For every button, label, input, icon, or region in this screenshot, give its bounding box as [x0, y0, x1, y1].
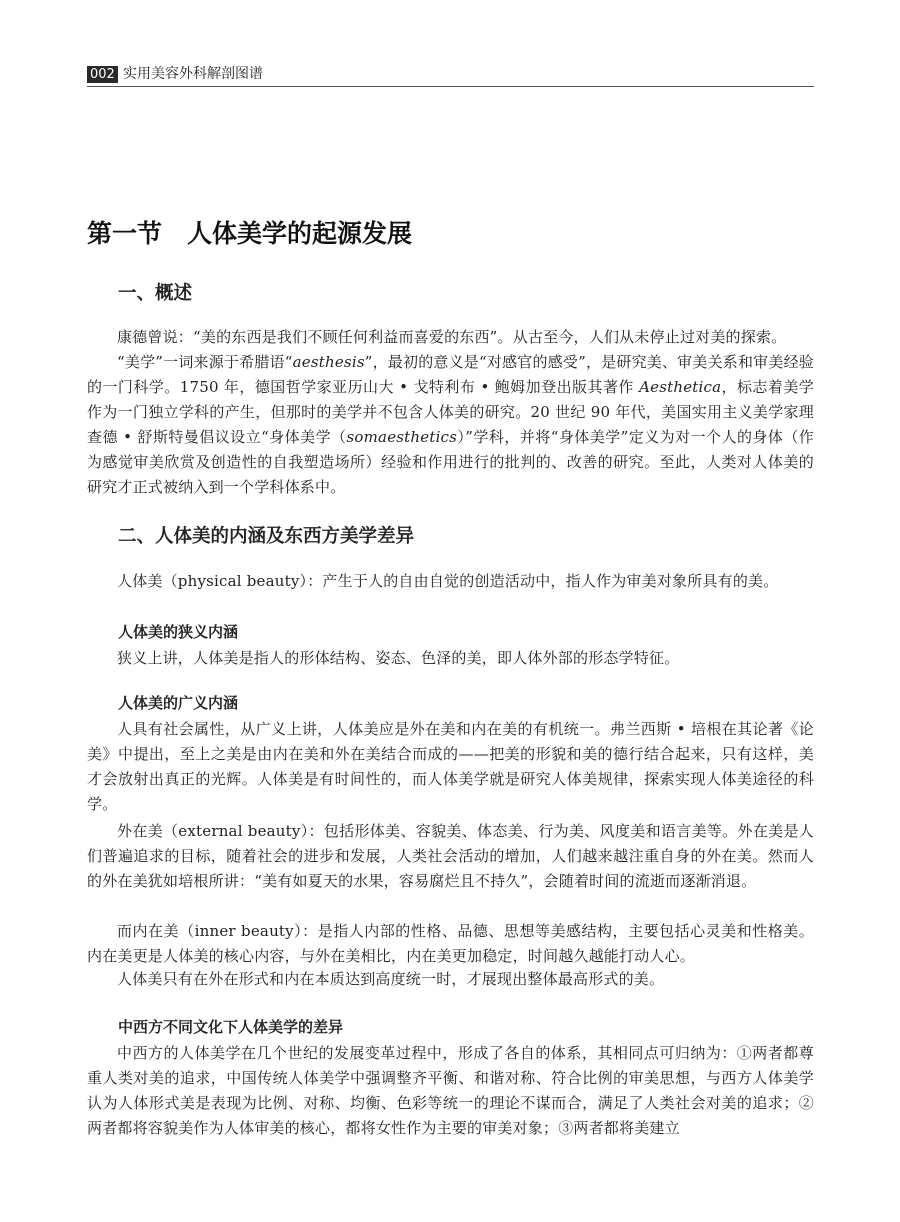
running-header	[87, 64, 814, 87]
external-beauty-paragraph: 外在美（external beauty）：包括形体美、容貌美、体态美、行为美、风度美和语言美等。外在美是人们普遍追求的目标，随着社会的进步和发展，人类社会活动的增加，人们越来越注重自身的外在美。然而人的外在美犹如培根所讲：“美有如夏天的水果，容易腐烂且不持久”，会随着时间的流逝而逐渐消退。	[87, 822, 814, 890]
broad-meaning-heading: 人体美的广义内涵	[118, 694, 239, 712]
unity-paragraph: 人体美只有在外在形式和内在本质达到高度统一时，才展现出整体最高形式的美。	[117, 970, 665, 988]
cultural-difference-heading: 中西方不同文化下人体美学的差异	[118, 1018, 344, 1036]
page-number: 002	[87, 66, 118, 83]
aesthetics-origin-paragraph	[87, 350, 814, 500]
text-run: ，标志着美学作为一门独立学科的产生，但那时的美学并不包含人体美的研究。20 世纪 90 年代，美国实用主义美学家理查德 • 舒斯特曼倡议设立“身体美学（	[87, 378, 815, 446]
cultural-difference-paragraph: 中西方的人体美学在几个世纪的发展变革过程中，形成了各自的体系，其相同点可归纳为：①两者都尊重人类对美的追求，中国传统人体美学中强调整齐平衡、和谐对称、符合比例的审美思想，与西方人体美学认为人体形式美是表现为比例、对称、均衡、色彩等统一的理论不谋而合，满足了人类社会对美的追求；②两者都将容貌美作为人体审美的核心，都将女性作为主要的审美对象；③两者都将美建立	[87, 1044, 814, 1137]
narrow-meaning-paragraph: 狭义上讲，人体美是指人的形体结构、姿态、色泽的美，即人体外部的形态学特征。	[117, 649, 680, 667]
term-somaesthetics: somaesthetics	[346, 428, 458, 446]
broad-meaning-paragraph: 人具有社会属性，从广义上讲，人体美应是外在美和内在美的有机统一。弗兰西斯 • 培根在其论著《论美》中提出，至上之美是由内在美和外在美结合而成的——把美的形貌和美的德行结合起来，只有这样，美才会放射出真正的光辉。人体美是有时间性的，而人体美学就是研究人体美规律，探索实现人体美途径的科学。	[87, 720, 814, 813]
inner-beauty-paragraph: 而内在美（inner beauty）：是指人内部的性格、品德、思想等美感结构，主要包括心灵美和性格美。内在美更是人体美的核心内容，与外在美相比，内在美更加稳定，时间越久越能打动人心。	[87, 922, 814, 965]
text-run: ”，最初的意义是“对感官的感受”，是研究美、审美关系和审美经验的一门科学。1750 年，德国哲学家亚历山大 • 戈特利布 • 鲍姆加登出版其著作	[87, 353, 814, 396]
physical-beauty-heading: 二、人体美的内涵及东西方美学差异	[118, 526, 415, 547]
term-aesthetica: Aesthetica	[639, 378, 722, 396]
text-run: ）”学科，并将“身体美学”定义为对一个人的身体（作为感觉审美欣赏及创造性的自我塑造场所）经验和作用进行的批判的、改善的研究。至此，人类对人体美的研究才正式被纳入到一个学科体系中。	[87, 428, 815, 496]
text-run: “美学”一词来源于希腊语“	[117, 353, 293, 371]
physical-beauty-definition: 人体美（physical beauty）：产生于人的自由自觉的创造活动中，指人作为审美对象所具有的美。	[117, 572, 779, 590]
book-title: 实用美容外科解剖图谱	[123, 66, 263, 82]
term-aesthesis: aesthesis	[292, 353, 365, 371]
overview-heading: 一、概述	[118, 283, 193, 304]
narrow-meaning-heading: 人体美的狭义内涵	[118, 623, 239, 641]
kant-quote-paragraph: 康德曾说：“美的东西是我们不顾任何利益而喜爱的东西”。从古至今，人们从未停止过对美的探索。	[117, 328, 787, 346]
section-title: 第一节 人体美学的起源发展	[87, 219, 413, 248]
